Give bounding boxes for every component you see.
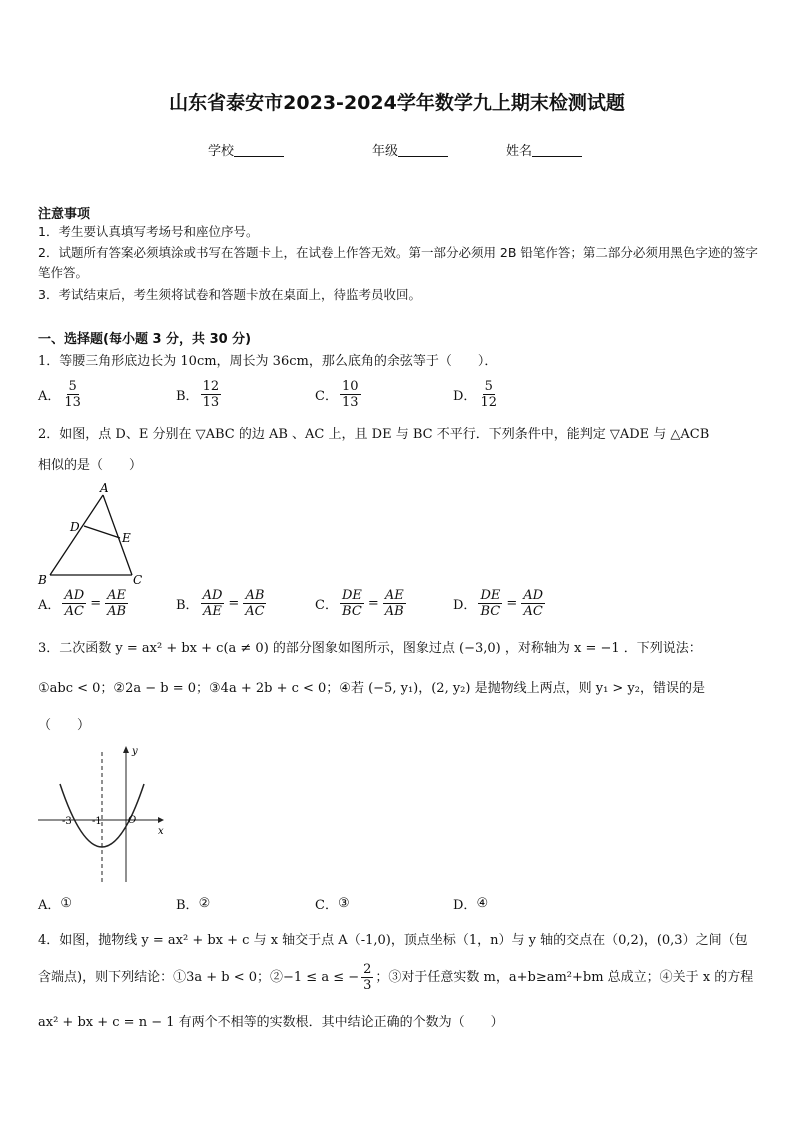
q3-option-c bbox=[315, 894, 350, 913]
numerator: 5 bbox=[68, 379, 77, 394]
origin-label: O bbox=[128, 815, 137, 826]
numerator: 12 bbox=[202, 379, 220, 394]
denominator: 12 bbox=[480, 395, 497, 410]
note-item: 2．试题所有答案必须填涂或书写在答题卡上，在试卷上作答无效。第一部分必须用 2B 铅笔作答；第二部分必须用黑色字迹的签字笔作答。 bbox=[38, 245, 758, 280]
option-label: B． bbox=[176, 898, 199, 913]
q4-part: ；③对于任意实数 m，a+b≥am²+bm 总成立；④关于 x 的方程 bbox=[375, 969, 754, 985]
option-value: ① bbox=[60, 896, 73, 911]
fraction bbox=[361, 962, 373, 993]
option-label: B． bbox=[176, 389, 199, 404]
option-value: ② bbox=[198, 896, 211, 911]
fraction bbox=[521, 588, 545, 619]
q1-option-c bbox=[315, 379, 363, 410]
q2-option-d: D． $\frac{DE}{BC}$ = $\frac{AD}{AC}$ bbox=[453, 588, 544, 619]
numerator: 10 bbox=[341, 379, 359, 394]
denominator: AC bbox=[245, 604, 265, 619]
option-label: C． bbox=[315, 598, 338, 613]
numerator: DE bbox=[341, 588, 362, 603]
name-label: 姓名 bbox=[506, 144, 533, 159]
triangle-figure bbox=[30, 478, 160, 588]
fraction bbox=[243, 588, 266, 619]
option-label: B． bbox=[176, 598, 199, 613]
question-1-text: 1．等腰三角形底边长为 10cm，周长为 36cm，那么底角的余弦等于（ ）． bbox=[38, 354, 498, 369]
denominator: AE bbox=[203, 604, 222, 619]
grade-field bbox=[372, 140, 448, 159]
label-e: E bbox=[122, 531, 131, 545]
option-label: C． bbox=[315, 898, 338, 913]
label-c: C bbox=[133, 573, 143, 587]
fraction bbox=[383, 588, 406, 619]
grade-label: 年级 bbox=[372, 144, 399, 159]
fraction bbox=[62, 379, 83, 410]
denominator: AB bbox=[107, 604, 127, 619]
option-label: A． bbox=[38, 898, 61, 913]
denominator: BC bbox=[342, 604, 362, 619]
fraction bbox=[201, 588, 225, 619]
section-heading: 一、选择题(每小题 3 分，共 30 分) bbox=[38, 332, 252, 347]
fraction bbox=[105, 588, 128, 619]
option-label: A． bbox=[38, 389, 61, 404]
denominator: 13 bbox=[64, 395, 81, 410]
q4-part: 含端点)，则下列结论：①3a + b < 0；②−1 ≤ a ≤ − bbox=[38, 969, 360, 985]
option-value: ③ bbox=[337, 896, 350, 911]
q1-option-d bbox=[453, 379, 501, 410]
question-2-text: 2．如图，点 D、E 分别在 ▽ABC 的边 AB 、AC 上，且 DE 与 BC 不平行．下列条件中，能判定 ▽ADE 与 △ACB bbox=[38, 427, 710, 442]
fraction bbox=[340, 588, 364, 619]
school-blank bbox=[234, 144, 284, 157]
q1-option-a bbox=[38, 379, 85, 410]
numerator: AD bbox=[64, 588, 85, 603]
q3-option-b bbox=[176, 894, 210, 913]
numerator: AE bbox=[384, 588, 404, 603]
denominator: AB bbox=[384, 604, 404, 619]
numerator: DE bbox=[480, 588, 501, 603]
tick-label-minus-1: -1 bbox=[92, 816, 102, 827]
question-4-text: 4．如图，抛物线 y = ax² + bx + c 与 x 轴交于点 A（-1,0)，顶点坐标（1，n）与 y 轴的交点在（0,2)，(0,3）之间（包 bbox=[38, 933, 748, 948]
grade-blank bbox=[398, 144, 448, 157]
fraction bbox=[201, 379, 222, 410]
numerator: 2 bbox=[363, 962, 372, 977]
note-item: 3．考试结束后，考生须将试卷和答题卡放在桌面上，待监考员收回。 bbox=[38, 287, 421, 302]
parabola-graph bbox=[38, 742, 168, 887]
numerator: AD bbox=[202, 588, 223, 603]
fraction bbox=[478, 379, 499, 410]
tick-label-minus-3: -3 bbox=[62, 816, 72, 827]
y-arrow-icon bbox=[123, 746, 129, 753]
numerator: 5 bbox=[484, 379, 493, 394]
option-label: D． bbox=[453, 898, 477, 913]
q2-option-a: A． $\frac{AD}{AC}$ = $\frac{AE}{AB}$ bbox=[38, 588, 127, 619]
note-item: 1．考生要认真填写考场号和座位序号。 bbox=[38, 224, 259, 239]
denominator: 3 bbox=[363, 978, 372, 993]
option-label: D． bbox=[453, 389, 477, 404]
option-label: A． bbox=[38, 598, 61, 613]
question-4-text-cont bbox=[38, 962, 763, 993]
option-value: ④ bbox=[476, 896, 489, 911]
question-4-text-end: ax² + bx + c = n − 1 有两个不相等的实数根．其中结论正确的个数为（ ） bbox=[38, 1015, 504, 1030]
question-2-text-cont: 相似的是（ ） bbox=[38, 458, 143, 473]
q3-option-a bbox=[38, 894, 72, 913]
denominator: 13 bbox=[202, 395, 220, 410]
q2-option-b: B． $\frac{AD}{AE}$ = $\frac{AB}{AC}$ bbox=[176, 588, 265, 619]
fraction bbox=[340, 379, 361, 410]
q2-option-c: C． $\frac{DE}{BC}$ = $\frac{AE}{AB}$ bbox=[315, 588, 404, 619]
school-label: 学校 bbox=[208, 144, 235, 159]
name-blank bbox=[532, 144, 582, 157]
label-a: A bbox=[100, 481, 109, 495]
denominator: AC bbox=[64, 604, 84, 619]
name-field bbox=[506, 140, 582, 159]
label-b: B bbox=[38, 573, 47, 587]
denominator: AC bbox=[523, 604, 543, 619]
option-label: C． bbox=[315, 389, 338, 404]
school-field bbox=[208, 140, 284, 159]
question-3-blank: （ ） bbox=[38, 718, 91, 733]
option-label: D． bbox=[453, 598, 477, 613]
label-d: D bbox=[70, 520, 80, 534]
numerator: AB bbox=[245, 588, 265, 603]
x-arrow-icon bbox=[158, 817, 164, 823]
y-label: y bbox=[132, 746, 138, 757]
denominator: 13 bbox=[341, 395, 359, 410]
numerator: AD bbox=[523, 588, 544, 603]
q3-option-d bbox=[453, 894, 488, 913]
question-3-statements: ①abc < 0；②2a − b = 0；③4a + 2b + c < 0；④若 (−5, y₁)，(2, y₂) 是抛物线上两点，则 y₁ > y₂，错误的是 bbox=[38, 681, 705, 696]
fraction bbox=[62, 588, 86, 619]
exam-title: 山东省泰安市2023-2024学年数学九上期末检测试题 bbox=[169, 92, 625, 114]
side-ab bbox=[50, 495, 103, 575]
x-label: x bbox=[158, 826, 164, 837]
question-3-text: 3．二次函数 y = ax² + bx + c(a ≠ 0) 的部分图象如图所示，图象过点 (−3,0) ，对称轴为 x = −1 ．下列说法： bbox=[38, 641, 702, 656]
notes-heading: 注意事项 bbox=[38, 207, 91, 222]
q1-option-b bbox=[176, 379, 223, 410]
fraction bbox=[478, 588, 502, 619]
denominator: BC bbox=[480, 604, 501, 619]
numerator: AE bbox=[107, 588, 127, 603]
